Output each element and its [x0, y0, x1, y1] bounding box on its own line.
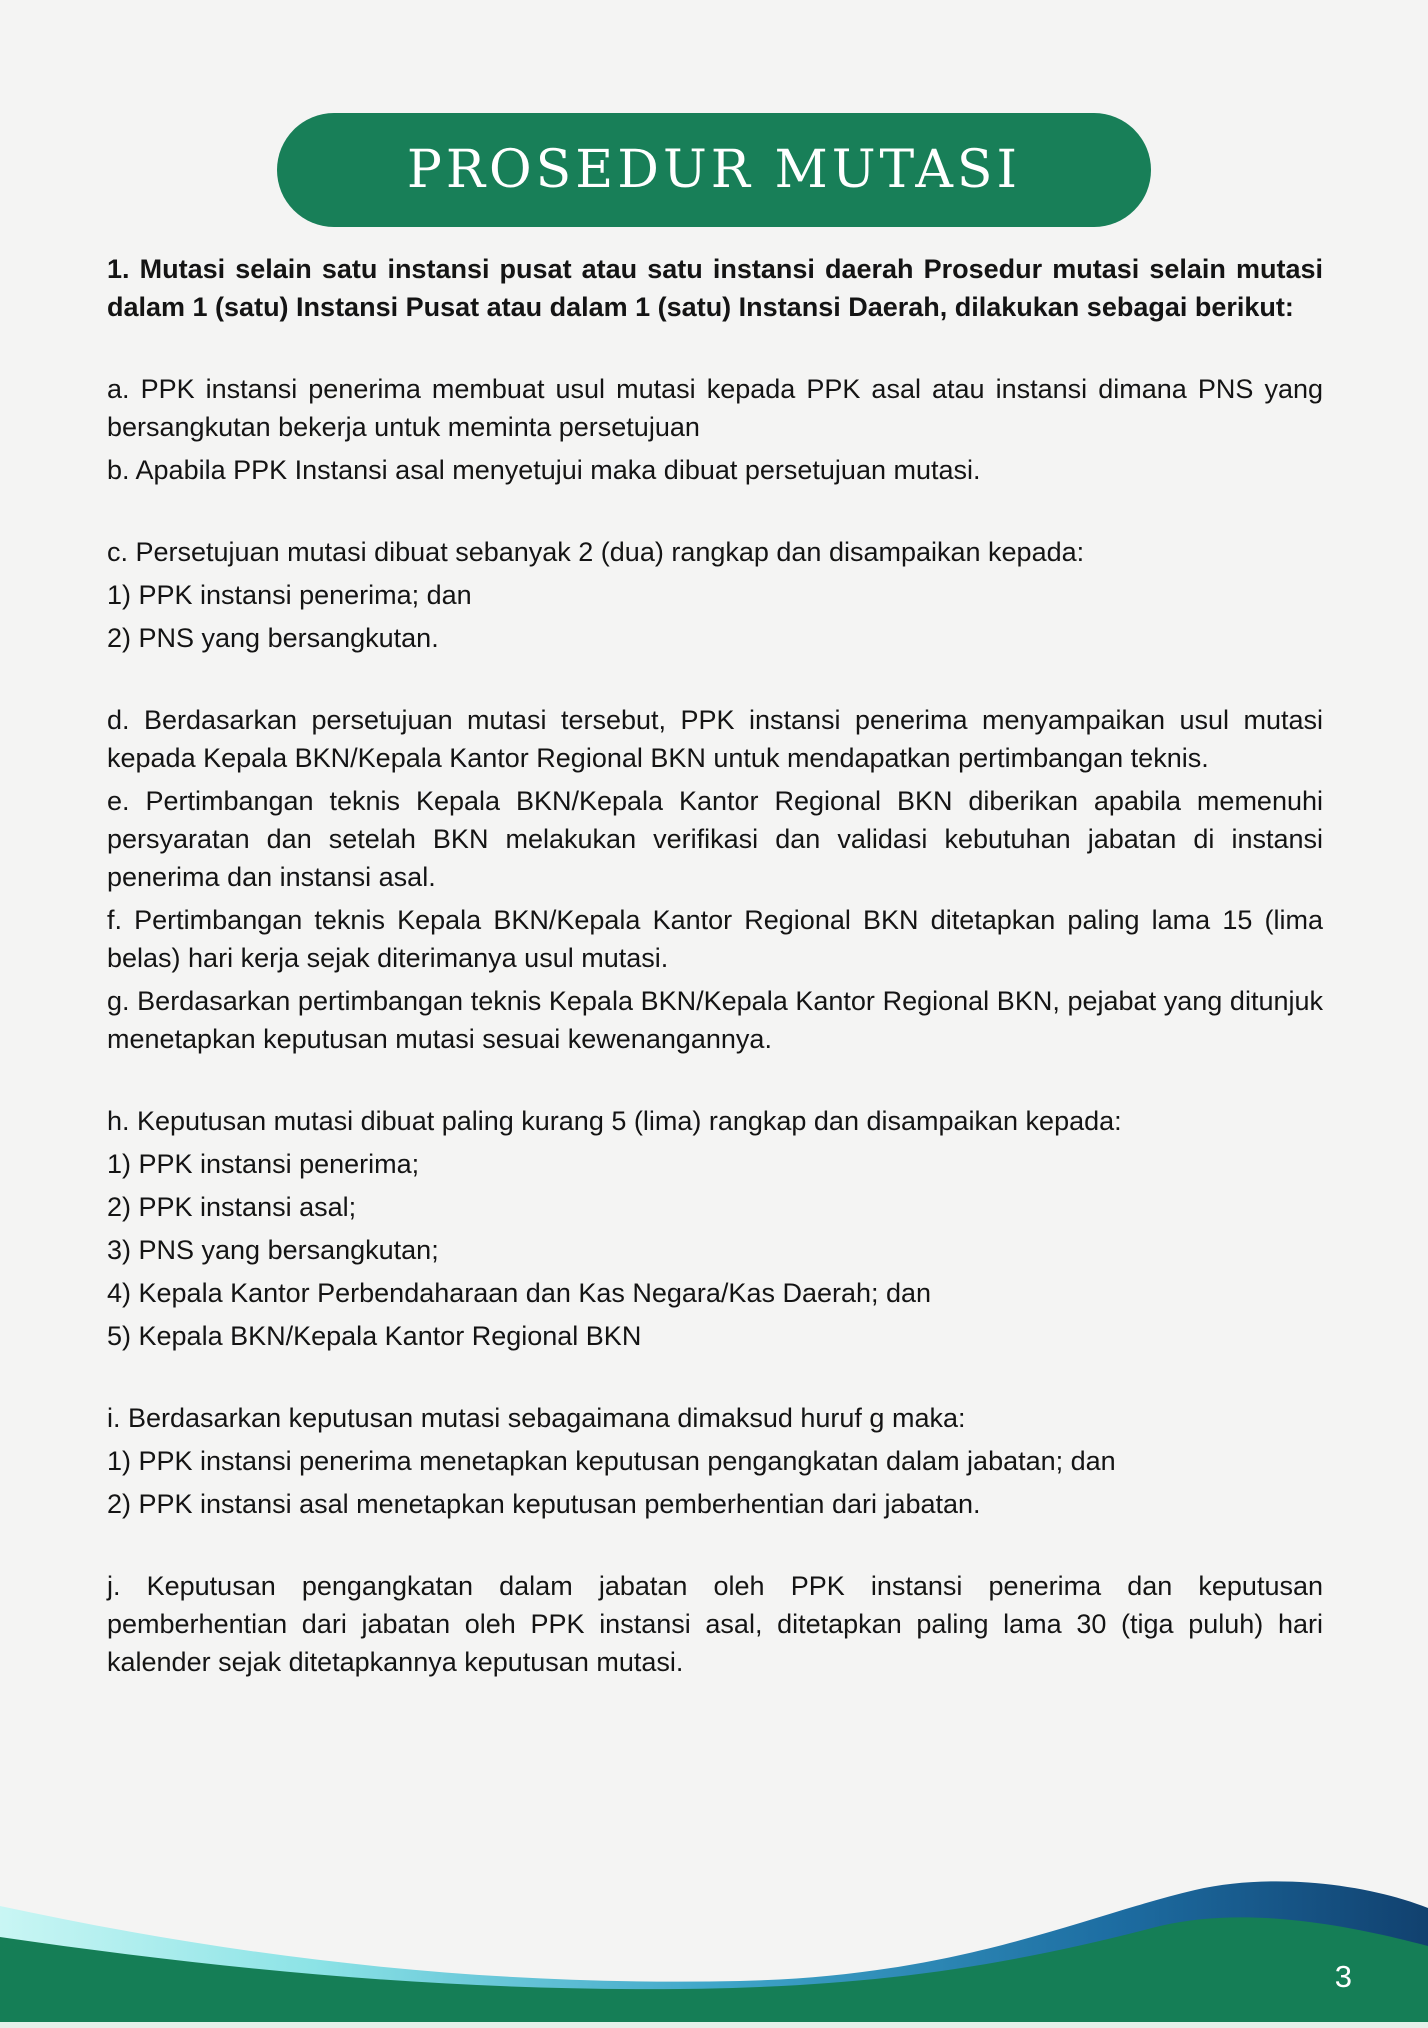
item-i-1: 1) PPK instansi penerima menetapkan keputusan pengangkatan dalam jabatan; dan [107, 1446, 1116, 1476]
item-h-5: 5) Kepala BKN/Kepala Kantor Regional BKN [107, 1321, 642, 1351]
item-j: j. Keputusan pengangkatan dalam jabatan oleh PPK instansi penerima dan keputusan pemberhentian dari jabatan oleh PPK instansi asal, ditetapkan paling lama 30 (tiga puluh) hari kalender sejak ditetapkannya keputusan mutasi. [107, 1571, 1323, 1677]
item-h-2: 2) PPK instansi asal; [107, 1192, 357, 1222]
item-c-2: 2) PNS yang bersangkutan. [107, 623, 439, 653]
item-f: f. Pertimbangan teknis Kepala BKN/Kepala Kantor Regional BKN ditetapkan paling lama 15 (lima belas) hari kerja sejak diterimanya usul mutasi. [107, 905, 1323, 973]
intro-block [107, 250, 1323, 326]
item-g: g. Berdasarkan pertimbangan teknis Kepala BKN/Kepala Kantor Regional BKN, pejabat yang ditunjuk menetapkan keputusan mutasi sesuai kewenangannya. [107, 986, 1323, 1054]
item-a: a. PPK instansi penerima membuat usul mutasi kepada PPK asal atau instansi dimana PNS yang bersangkutan bekerja untuk meminta persetujuan [107, 374, 1323, 442]
paragraph-1: 1. Mutasi selain satu instansi pusat atau satu instansi daerah Prosedur mutasi selain mutasi dalam 1 (satu) Instansi Pusat atau dalam 1 (satu) Instansi Daerah, dilakukan sebagai berikut: [107, 254, 1323, 322]
green-wave [0, 1917, 1428, 2022]
item-i: i. Berdasarkan keputusan mutasi sebagaimana dimaksud huruf g maka: [107, 1403, 966, 1433]
page-number: 3 [1334, 1959, 1352, 1994]
block-i [107, 1399, 1323, 1523]
page-title: PROSEDUR MUTASI [406, 140, 1022, 200]
block-defg [107, 701, 1323, 1058]
document-body [107, 250, 1323, 1725]
item-h-4: 4) Kepala Kantor Perbendaharaan dan Kas Negara/Kas Daerah; dan [107, 1278, 932, 1308]
item-c: c. Persetujuan mutasi dibuat sebanyak 2 (dua) rangkap dan disampaikan kepada: [107, 537, 1085, 567]
item-e: e. Pertimbangan teknis Kepala BKN/Kepala Kantor Regional BKN diberikan apabila memenuhi persyaratan dan setelah BKN melakukan verifikasi dan validasi kebutuhan jabatan di instansi penerima dan instansi asal. [107, 786, 1323, 892]
item-d: d. Berdasarkan persetujuan mutasi tersebut, PPK instansi penerima menyampaikan usul mutasi kepada Kepala BKN/Kepala Kantor Regional BKN untuk mendapatkan pertimbangan teknis. [107, 705, 1323, 773]
item-h-3: 3) PNS yang bersangkutan; [107, 1235, 439, 1265]
page-bottom-edge [0, 2022, 1428, 2028]
item-h-1: 1) PPK instansi penerima; [107, 1149, 420, 1179]
footer-wave-graphic [0, 1862, 1428, 2022]
item-i-2: 2) PPK instansi asal menetapkan keputusan pemberhentian dari jabatan. [107, 1489, 981, 1519]
block-c [107, 533, 1323, 657]
item-h: h. Keputusan mutasi dibuat paling kurang 5 (lima) rangkap dan disampaikan kepada: [107, 1106, 1122, 1136]
item-b: b. Apabila PPK Instansi asal menyetujui maka dibuat persetujuan mutasi. [107, 455, 981, 485]
block-h [107, 1102, 1323, 1355]
item-c-1: 1) PPK instansi penerima; dan [107, 580, 472, 610]
block-ab [107, 370, 1323, 489]
title-banner [277, 113, 1151, 227]
block-j [107, 1567, 1323, 1681]
